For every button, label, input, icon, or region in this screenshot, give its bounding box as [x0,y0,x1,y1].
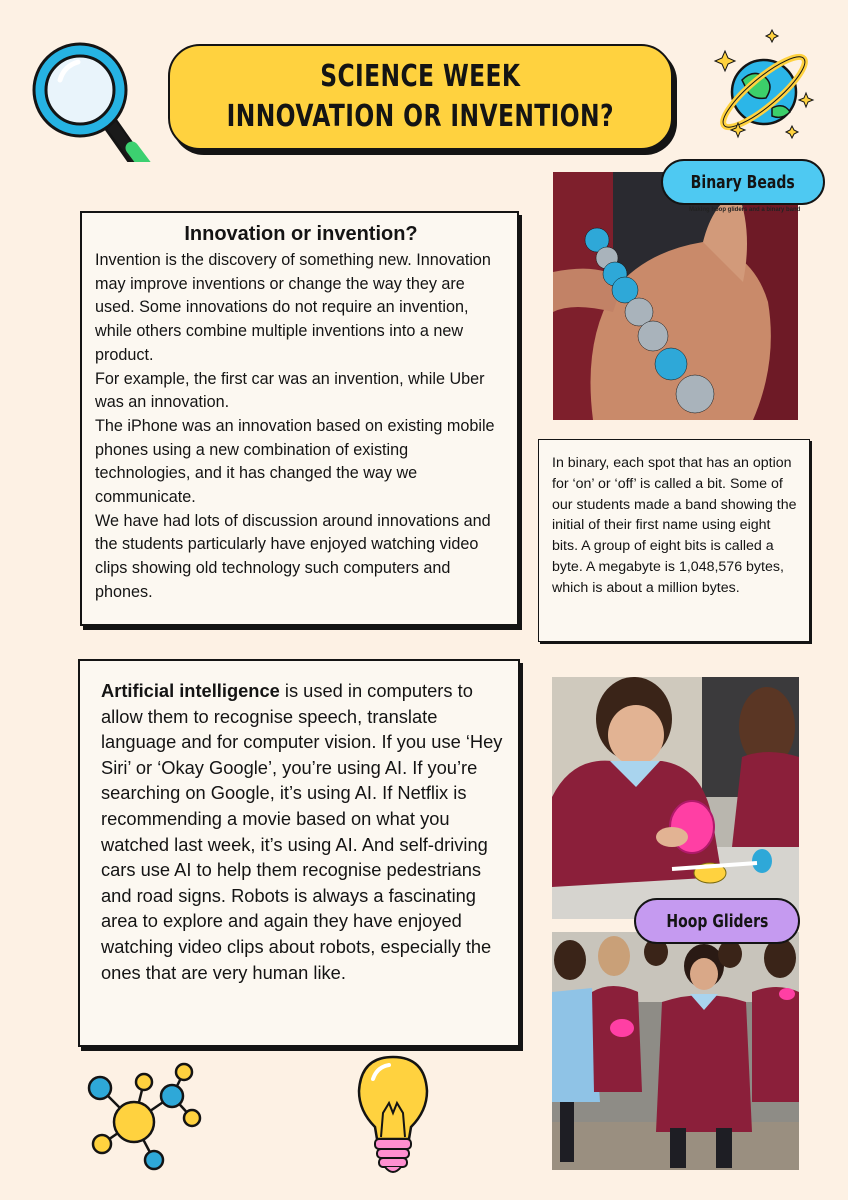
ai-text [101,678,506,985]
invention-heading: Innovation or invention? [184,223,418,245]
planet-icon [708,28,818,153]
invention-paragraph: We have had lots of discussion around innovations and the students particularly have enjoyed watching video clips showing old technology such computers and phones. [95,511,491,601]
lightbulb-icon [355,1053,431,1184]
invention-paragraph: For example, the first car was an invention, while Uber was an innovation. [95,369,485,412]
title-line-2: INNOVATION OR INVENTION? [226,99,615,134]
ai-bold-lead: Artificial intelligence [101,680,280,701]
magnifying-glass-icon [22,30,157,167]
hoop-gliders-photo-1 [552,677,799,919]
photo-caption: Making hoop gliders and a binary band [689,207,801,213]
binary-text: In binary, each spot that has an option for ‘on’ or ‘off’ is called a bit. Some of our students made a band showing the initial of their first name using eight bits. A group of eight bits is called a byte. A megabyte is 1,048,576 bytes, which is about a million bytes. [552,455,797,596]
invention-card [80,211,519,626]
page-title [168,44,673,150]
hoop-gliders-photo-2 [552,932,799,1170]
ai-card [78,659,520,1047]
binary-beads-label: Binary Beads [661,159,825,205]
hoop-gliders-label: Hoop Gliders [634,898,800,944]
molecule-icon [84,1060,204,1177]
binary-card [538,439,810,642]
ai-body: is used in computers to allow them to recognise speech, translate language and for computer vision. If you use ‘Hey Siri’ or ‘Okay Google’, you’re using AI. If you’re searching on Google, it’s using AI. If Netflix is recommending a movie based on what you watched last week, it’s using AI. And self-driving cars use AI to help them recognise pedestrians and road signs. Robots is always a fascinating area to explore and again they have enjoyed watching video clips about robots, especially the ones that are very human like. [101,680,503,983]
invention-paragraph: Invention is the discovery of something new. Innovation may improve inventions or change the way they are used. Some innovations do not require an invention, while others combine multiple inventions into a new product. [95,251,491,364]
title-line-1: SCIENCE WEEK [320,59,521,94]
invention-paragraph: The iPhone was an innovation based on existing mobile phones using a new combination of existing technologies, and it has changed the way we communicate. [95,416,495,507]
